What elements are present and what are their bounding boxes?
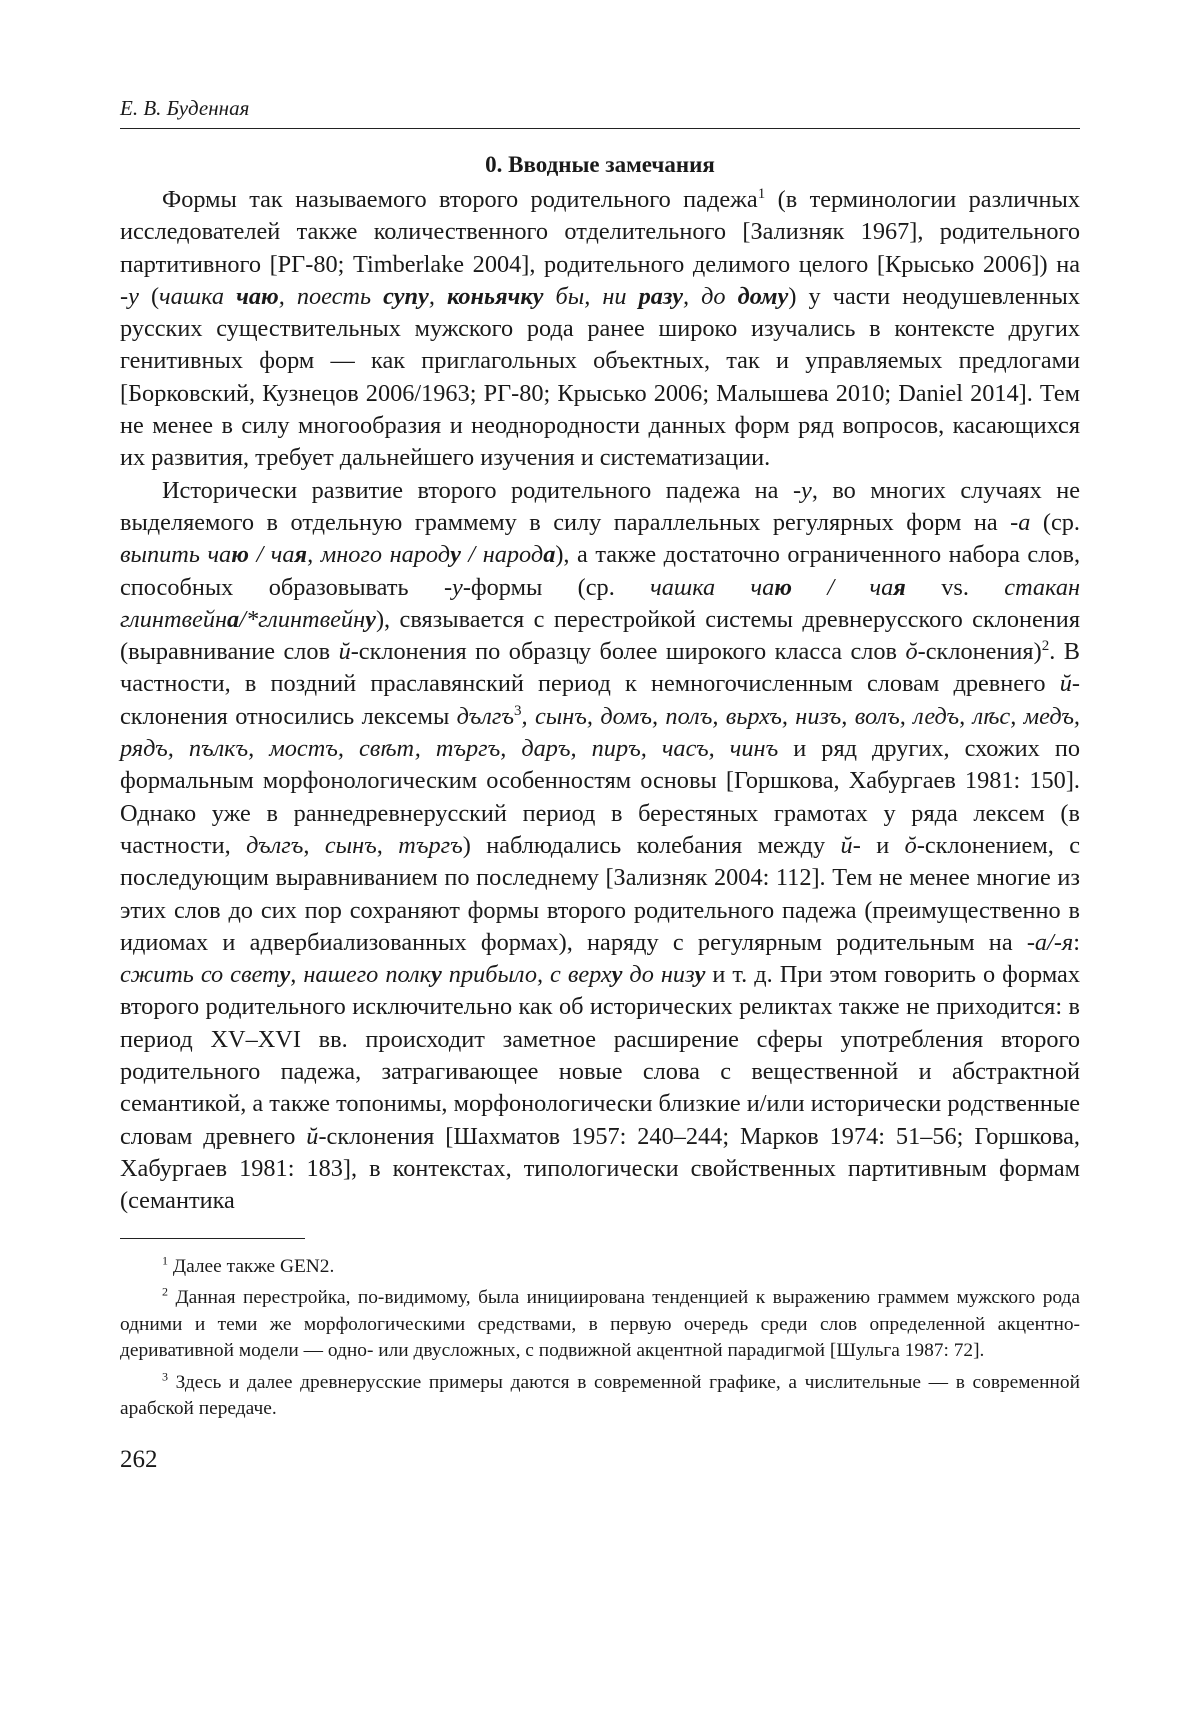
italic-text: до низ: [622, 961, 695, 989]
bold-italic-text: у: [694, 961, 706, 989]
bold-italic-text: у: [450, 541, 461, 569]
italic-text: стакан глинтвейн: [120, 573, 1081, 633]
italic-text: сынъ: [324, 831, 377, 859]
text-run: - и: [852, 831, 905, 859]
footnote-marker: 3: [513, 702, 522, 719]
bold-italic-text: у: [431, 961, 442, 989]
text-run: Здесь и далее древнерусские примеры даются в современной графике, а числительные — в современной арабской передаче.: [120, 1371, 1080, 1420]
italic-text: бы, ни: [543, 282, 639, 310]
text-run: Исторически развитие второго родительного падежа на: [162, 476, 793, 504]
text-run: ,: [303, 831, 325, 859]
italic-text: сжить со свет: [120, 961, 280, 989]
section-heading: 0. Вводные замечания: [485, 152, 715, 177]
page-number: 262: [120, 1446, 158, 1474]
italic-text: ŭ: [840, 831, 853, 859]
italic-text: / ча: [248, 541, 295, 569]
italic-text: ŭ: [1059, 670, 1072, 698]
text-run: , во многих случаях не выделяемого в отдельную граммему в силу параллельных регулярных форм на: [120, 476, 1081, 536]
italic-text: ŭ: [338, 638, 351, 666]
text-run: ), связывается с перестройкой системы древнерусского склонения (выравнивание слов: [120, 605, 1080, 666]
text-run: -склонения по образцу более широкого класса слов: [350, 638, 906, 666]
bold-italic-text: я: [294, 541, 308, 569]
text-run: . В частности, в поздний праславянский период к немногочисленным словам древнего: [120, 638, 1081, 698]
text-run: (: [138, 282, 160, 310]
footnote: [120, 1254, 1080, 1281]
text-run: (ср.: [1030, 508, 1080, 536]
footnote-separator: [120, 1238, 305, 1239]
bold-italic-text: а: [227, 605, 240, 633]
italic-text: чашка: [159, 282, 237, 310]
italic-text: / народ: [460, 541, 544, 569]
italic-text: , поесть: [278, 282, 384, 310]
bold-italic-text: у: [611, 961, 623, 989]
italic-text: -у: [443, 573, 463, 601]
italic-text: -а: [1010, 508, 1031, 536]
bold-italic-text: супу: [383, 282, 429, 310]
text-run: Данная перестройка, по-видимому, была инициирована тенденцией к выражению граммем мужского рода одними и теми же морфологическими средствами, в первую очередь среди слов определенной акцентно-деривативной модели — одно- или двусложных, с подвижной акцентной парадигмой [Шульга 1987: 72].: [120, 1287, 1080, 1362]
italic-text: выпить ча: [120, 541, 232, 569]
bold-italic-text: а: [543, 541, 556, 569]
bold-italic-text: у: [279, 961, 291, 989]
bold-italic-text: дому: [737, 282, 789, 310]
italic-text: дългъ: [456, 702, 514, 730]
text-run: ,: [376, 831, 399, 859]
text-run: Формы так называемого второго родительного падежа: [162, 186, 758, 213]
text-run: -склонения [Шахматов 1957: 240–244; Марков 1974: 51–56; Горшкова, Хабургаев 1981: 183], в контекстах, типологически свойственных партитивным формам (семантика: [120, 1122, 1080, 1215]
footnote-marker: 2: [162, 1284, 169, 1299]
italic-text: ŏ: [905, 638, 918, 666]
text-run: ) наблюдались колебания между: [462, 831, 841, 859]
italic-text: ŏ: [904, 831, 917, 859]
italic-text: прибыло, с верх: [441, 961, 612, 989]
text-run: Далее также GEN2.: [168, 1255, 335, 1277]
italic-text: /*глинтвейн: [239, 605, 366, 633]
footnote-marker: 2: [1041, 638, 1050, 655]
text-run: -склонения): [917, 638, 1042, 666]
italic-text: ŭ: [306, 1122, 319, 1150]
footnote-marker: 1: [757, 185, 766, 202]
italic-text: , до: [683, 282, 738, 310]
text-run: ), а также достаточно ограниченного набора слов, способных образовывать: [120, 541, 1081, 601]
italic-text: / ча: [792, 573, 894, 601]
bold-italic-text: я: [893, 573, 906, 601]
italic-text: -у: [792, 476, 812, 504]
footnote-marker: 1: [162, 1253, 169, 1268]
italic-text: чашка ча: [650, 573, 775, 601]
bold-italic-text: чаю: [236, 282, 279, 310]
bold-italic-text: ю: [774, 573, 793, 601]
bold-italic-text: разу: [638, 282, 683, 310]
bold-italic-text: ю: [231, 541, 249, 569]
italic-text: , много народ: [307, 541, 451, 569]
text-run: и т. д. При этом говорить о формах второго родительного исключительно как об исторических реликтах также не приходится: в период XV–XVI вв. происходит заметное расширение сферы употребления второго родительного падежа, затрагивающее новые слова с вещественной и абстрактной семантикой, а также топонимы, морфонологически близкие и/или исторически родственные словам древнего: [120, 961, 1080, 1150]
footnote: [120, 1370, 1080, 1423]
running-head: Е. В. Буденная: [120, 94, 1080, 129]
text-run: :: [1073, 928, 1080, 956]
text-run: -склонением, с последующим выравниванием по последнему [Зализняк 2004: 112]. Тем не менее многие из этих слов до сих пор сохраняют формы второго родительного падежа (преимущественно в идиомах и адвербиализованных формах), наряду с регулярным родительным на: [120, 831, 1081, 956]
body-text: [120, 184, 1080, 1218]
italic-text: -а/-я: [1026, 928, 1074, 956]
footnote-marker: 3: [162, 1369, 169, 1384]
text-run: -склонения относились лексемы: [120, 670, 1080, 730]
footnote: [120, 1285, 1080, 1365]
paragraph: [120, 184, 1080, 475]
italic-text: търгъ: [398, 831, 463, 859]
text-run: ) у части неодушевленных русских существительных мужского рода ранее широко изучались в контексте других генитивных форм — как приглагольных объектных, так и управляемых предлогами [Борковский, Кузнецов 2006/1963; РГ-80; Крысько 2006; Малышева 2010; Daniel 2014]. Тем не менее в силу многообразия и неоднородности данных форм ряд вопросов, касающихся их развития, требует дальнейшего изучения и систематизации.: [120, 282, 1080, 472]
text-run: -формы (ср.: [462, 573, 651, 601]
italic-text: , нашего полк: [290, 961, 431, 989]
paragraph: [120, 475, 1080, 1218]
bold-italic-text: коньячку: [446, 282, 544, 310]
text-run: (в терминологии различных исследователей также количественного отделительного [Зализняк 1967], родительного партитивного [РГ-80; Timberlake 2004], родительного делимого целого [Крысько 2006]) на: [120, 186, 1080, 278]
page: [120, 94, 1080, 1475]
italic-text: дългъ: [246, 831, 304, 859]
italic-text: -у: [120, 282, 139, 310]
text-run: и ряд других, схожих по формальным морфонологическим особенностям основы [Горшкова, Хабургаев 1981: 150]. Однако уже в раннедревнерусский период в берестяных грамотах у ряда лексем (в частности,: [120, 735, 1080, 859]
text-run: vs.: [905, 573, 1005, 601]
italic-text: ,: [428, 282, 447, 310]
bold-italic-text: у: [365, 605, 376, 633]
footnotes: [120, 1254, 1080, 1424]
italic-text: , сынъ, домъ, полъ, вьрхъ, низъ, волъ, ледъ, лѣс, медъ, рядъ, пълкъ, мостъ, свѣт, търгъ, даръ, пиръ, часъ, чинъ: [120, 702, 1080, 763]
